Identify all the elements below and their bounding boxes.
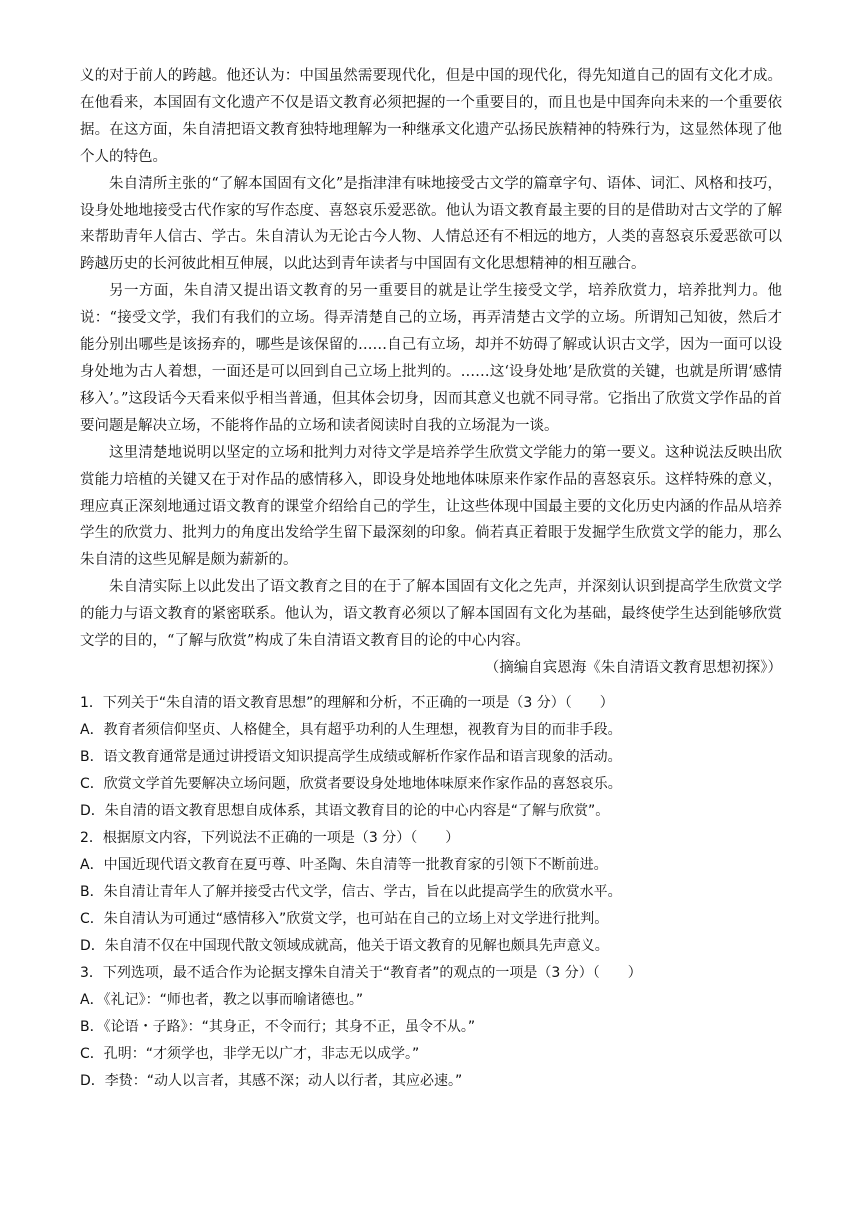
answer-option-c: C．孔明：“才须学也，非学无以广才，非志无以成学。” [80, 1046, 420, 1062]
answer-option-a: A．《礼记》：“师也者，教之以事而喻诸德也。” [80, 992, 364, 1008]
question-stem: 1．下列关于“朱自清的语文教育思想”的理解和分析，不正确的一项是（3 分）（ ） [80, 695, 614, 711]
answer-option-a: A．中国近现代语文教育在夏丏尊、叶圣陶、朱自清等一批教育家的引领下不断前进。 [80, 857, 608, 873]
answer-option-d: D．朱自清不仅在中国现代散文领域成就高，他关于语文教育的见解也颇具先声意义。 [80, 938, 609, 954]
answer-option-c: C．朱自清认为可通过“感情移入”欣赏文学，也可站在自己的立场上对文学进行批判。 [80, 911, 609, 927]
passage-source-citation: （摘编自宾恩海《朱自清语文教育思想初探》） [484, 659, 782, 676]
reading-passage [80, 63, 782, 682]
answer-option-d: D．李贽：“动人以言者，其感不深；动人以行者，其应必速。” [80, 1073, 463, 1089]
answer-option-b: B．朱自清让青年人了解并接受古代文学，信古、学古，旨在以此提高学生的欣赏水平。 [80, 884, 622, 900]
question-3 [80, 960, 782, 1095]
passage-paragraph-3: 另一方面，朱自清又提出语文教育的另一重要目的就是让学生接受文学，培养欣赏力，培养批判力。他说：“接受文学，我们有我们的立场。得弄清楚自己的立场，再弄清楚古文学的立场。所谓知己知彼，然后才能分别出哪些是该扬弃的，哪些是该保留的……自己有立场，却并不妨碍了解或认识古文学，因为一面可以设身处地为古人着想，一面还是可以回到自己立场上批判的。……这‘设身处地’是欣赏的关键，也就是所谓‘感情移入’。”这段话今天看来似乎相当普通，但其体会切身，因而其意义也就不同寻常。它指出了欣赏文学作品的首要问题是解决立场，不能将作品的立场和读者阅读时自我的立场混为一谈。 [80, 283, 782, 434]
answer-option-b: B．语文教育通常是通过讲授语文知识提高学生成绩或解析作家作品和语言现象的活动。 [80, 749, 622, 765]
passage-paragraph-5: 朱自清实际上以此发出了语文教育之目的在于了解本国固有文化之先声，并深刻认识到提高学生欣赏文学的能力与语文教育的紧密联系。他认为，语文教育必须以了解本国固有文化为基础，最终使学生达到能够欣赏文学的目的，“了解与欣赏”构成了朱自清语文教育目的论的中心内容。 [80, 579, 782, 650]
question-stem: 2．根据原文内容，下列说法不正确的一项是（3 分）（ ） [80, 830, 460, 846]
question-2 [80, 825, 782, 960]
question-1 [80, 690, 782, 825]
answer-option-b: B．《论语・子路》：“其身正，不令而行；其身不正，虽令不从。” [80, 1019, 476, 1035]
question-stem: 3．下列选项，最不适合作为论据支撑朱自清关于“教育者”的观点的一项是（3 分）（ ） [80, 965, 642, 981]
answer-option-c: C．欣赏文学首先要解决立场问题，欣赏者要设身处地地体味原来作家作品的喜怒哀乐。 [80, 776, 622, 792]
question-list [80, 690, 782, 1095]
answer-option-a: A．教育者须信仰坚贞、人格健全，具有超乎功利的人生理想，视教育为目的而非手段。 [80, 722, 622, 738]
answer-option-d: D．朱自清的语文教育思想自成体系，其语文教育目的论的中心内容是“了解与欣赏”。 [80, 803, 610, 819]
passage-paragraph-1: 义的对于前人的跨越。他还认为：中国虽然需要现代化，但是中国的现代化，得先知道自己的固有文化才成。在他看来，本国固有文化遗产不仅是语文教育必须把握的一个重要目的，而且也是中国奔向未来的一个重要依据。在这方面，朱自清把语文教育独特地理解为一种继承文化遗产弘扬民族精神的特殊行为，这显然体现了他个人的特色。 [80, 68, 782, 165]
passage-paragraph-2: 朱自清所主张的“了解本国固有文化”是指津津有味地接受古文学的篇章字句、语体、词汇、风格和技巧，设身处地地接受古代作家的写作态度、喜怒哀乐爱恶欲。他认为语文教育最主要的目的是借助对古文学的了解来帮助青年人信古、学古。朱自清认为无论古今人物、人情总还有不相远的地方，人类的喜怒哀乐爱恶欲可以跨越历史的长河彼此相互伸展，以此达到青年读者与中国固有文化思想精神的相互融合。 [80, 175, 782, 273]
passage-paragraph-4: 这里清楚地说明以坚定的立场和批判力对待文学是培养学生欣赏文学能力的第一要义。这种说法反映出欣赏能力培植的关键又在于对作品的感情移入，即设身处地地体味原来作家作品的喜怒哀乐。这样特殊的意义，理应真正深刻地通过语文教育的课堂介绍给自己的学生，让这些体现中国最主要的文化历史内涵的作品从培养学生的欣赏力、批判力的角度出发给学生留下最深刻的印象。倘若真正着眼于发掘学生欣赏文学的能力，那么朱自清的这些见解是颇为薪新的。 [80, 444, 782, 569]
